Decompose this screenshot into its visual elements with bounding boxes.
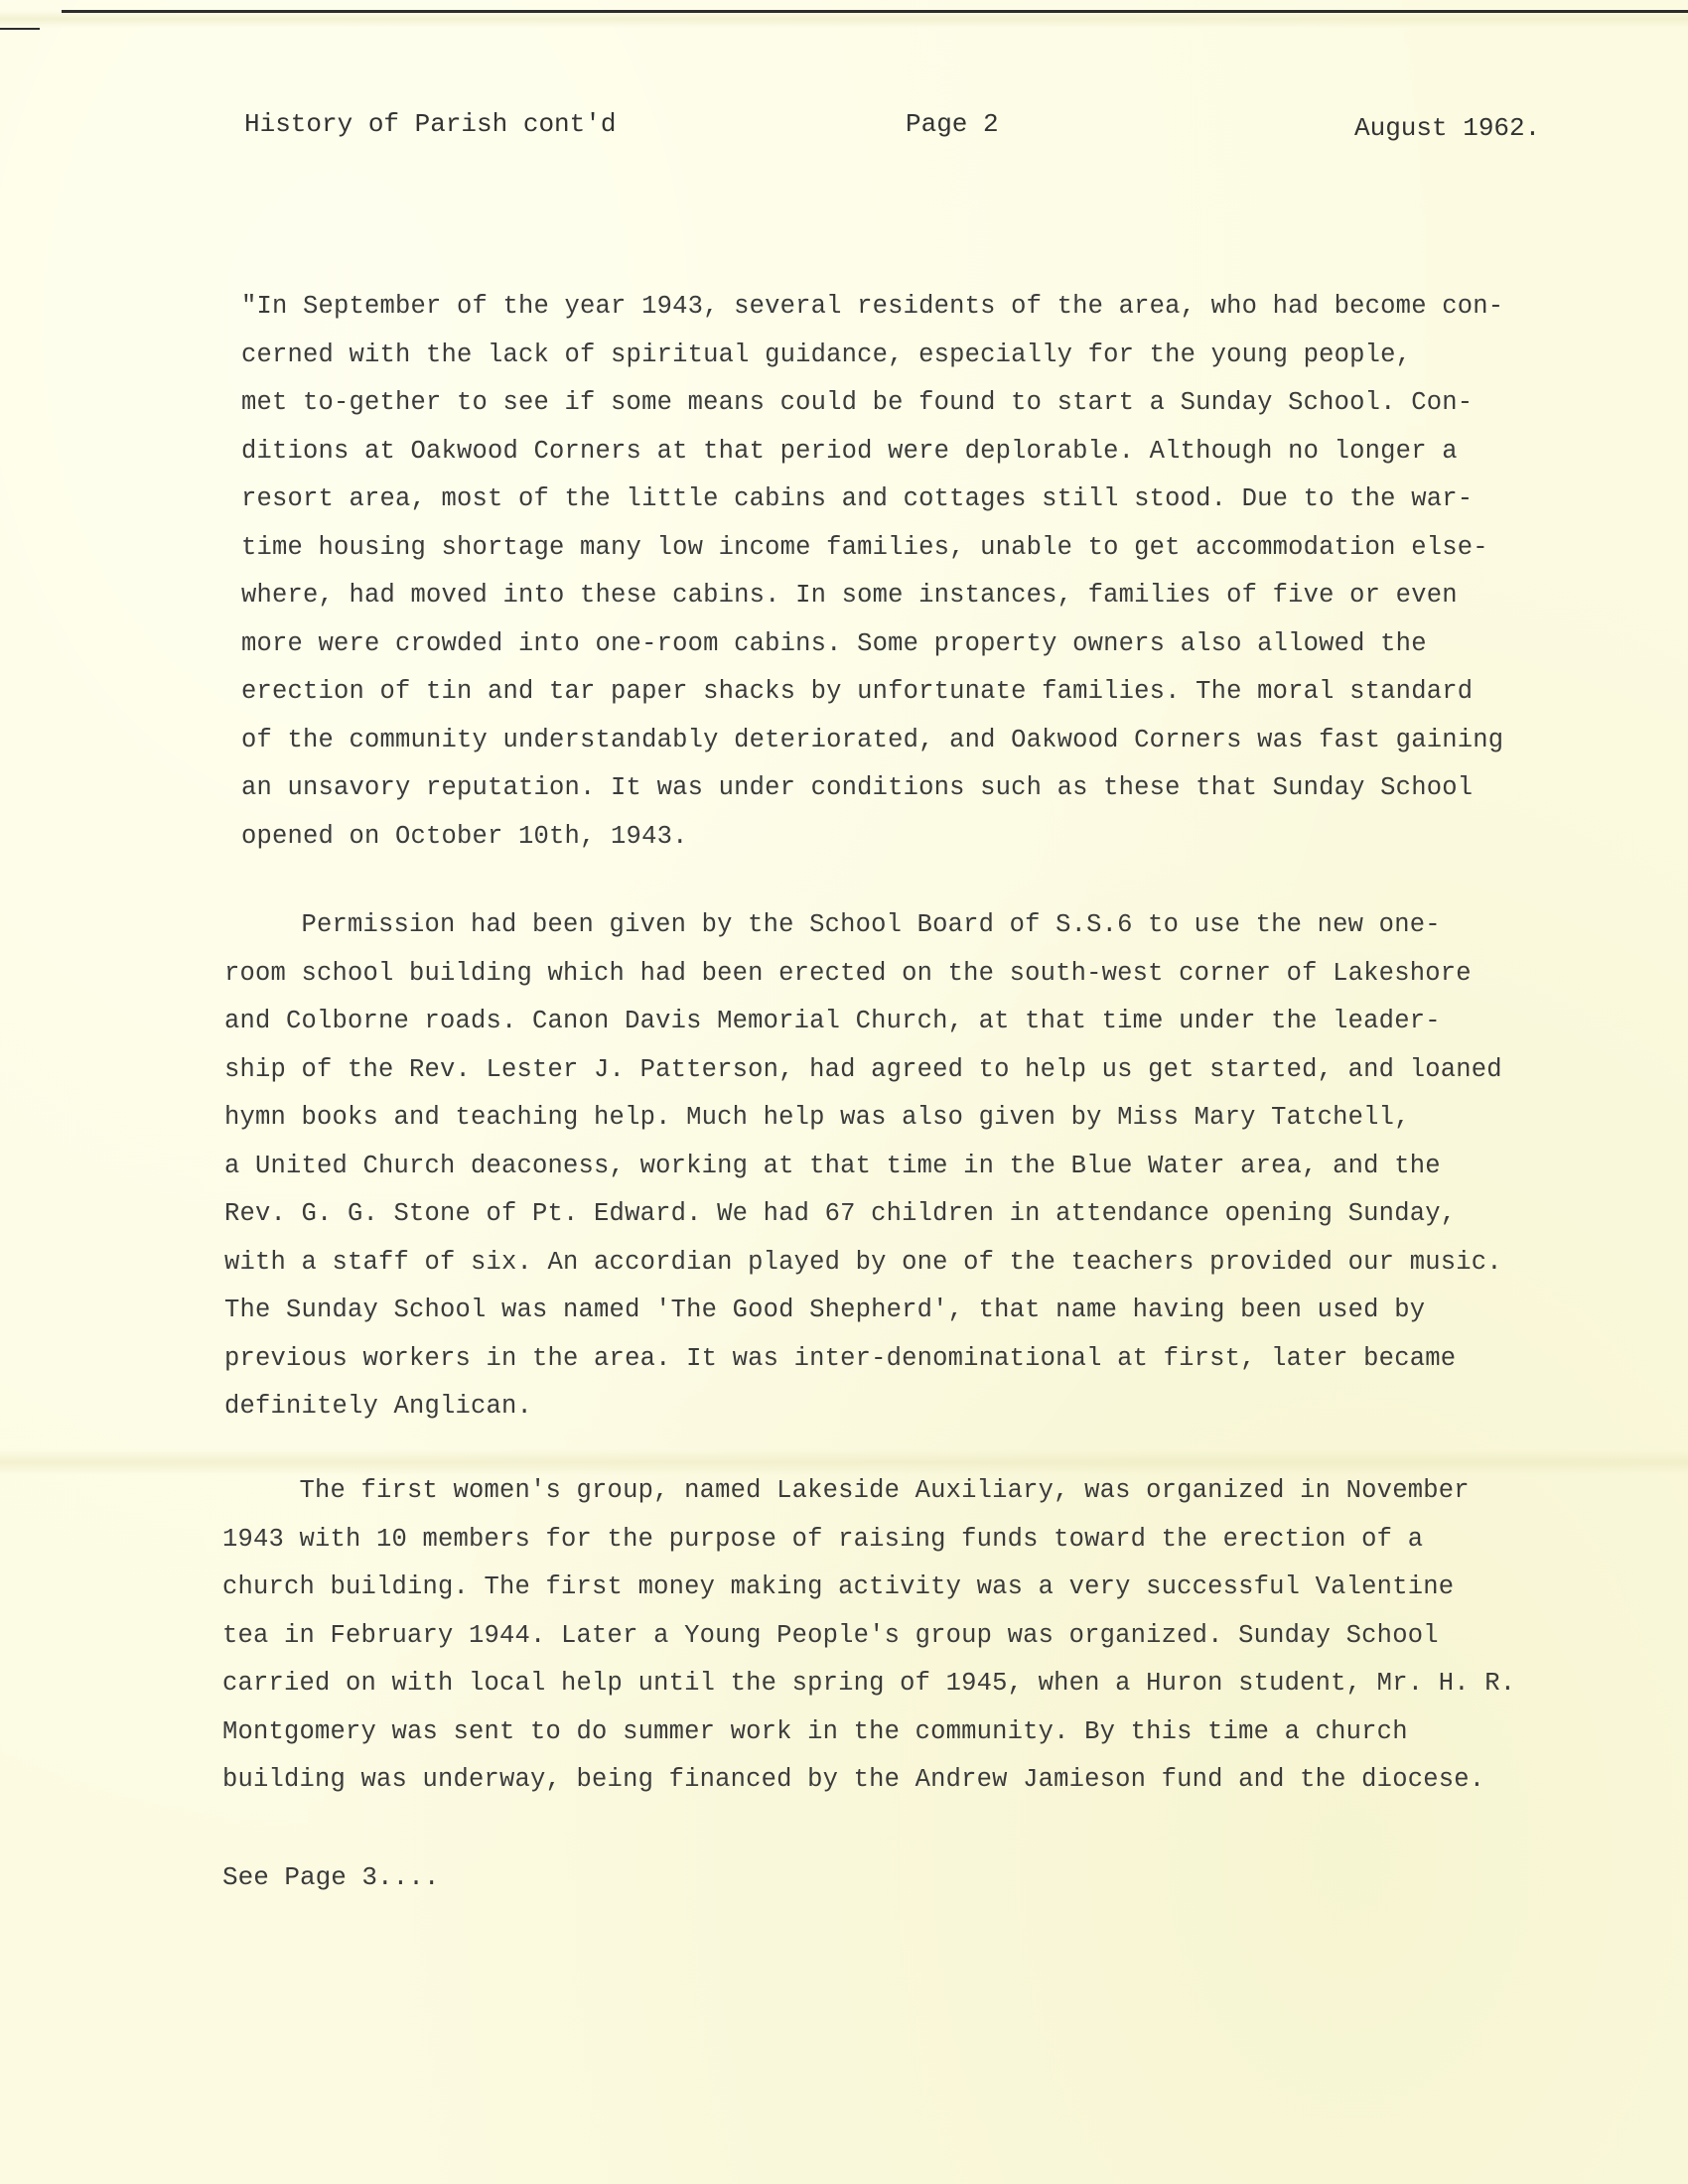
- text-line: hymn books and teaching help. Much help was also given by Miss Mary Tatchell,: [224, 1103, 1410, 1132]
- page-header: [0, 109, 1688, 149]
- text-line: an unsavory reputation. It was under conditions such as these that Sunday School: [241, 773, 1474, 802]
- text-line: carried on with local help until the spring of 1945, when a Huron student, Mr. H. R.: [222, 1669, 1516, 1698]
- text-line: building was underway, being financed by the Andrew Jamieson fund and the diocese.: [222, 1765, 1485, 1794]
- text-line: definitely Anglican.: [224, 1392, 533, 1421]
- text-line: a United Church deaconess, working at that time in the Blue Water area, and the: [224, 1151, 1441, 1180]
- text-line: The first women's group, named Lakeside Auxiliary, was organized in November: [222, 1476, 1470, 1505]
- text-line: more were crowded into one-room cabins. Some property owners also allowed the: [241, 628, 1427, 658]
- text-line: The Sunday School was named 'The Good Shepherd', that name having been used by: [224, 1296, 1426, 1324]
- top-edge-line: [62, 10, 1688, 13]
- continuation-note: See Page 3....: [222, 1862, 440, 1892]
- text-line: tea in February 1944. Later a Young People's group was organized. Sunday School: [222, 1620, 1439, 1650]
- text-line: cerned with the lack of spiritual guidance, especially for the young people,: [241, 340, 1412, 369]
- text-line: previous workers in the area. It was inter-denominational at first, later became: [224, 1343, 1457, 1373]
- header-date: August 1962.: [1354, 113, 1541, 143]
- paragraph-3: [222, 1467, 1632, 1805]
- text-line: where, had moved into these cabins. In some instances, families of five or even: [241, 581, 1458, 610]
- text-line: resort area, most of the little cabins and cottages still stood. Due to the war-: [241, 484, 1474, 513]
- text-line: erection of tin and tar paper shacks by unfortunate families. The moral standard: [241, 677, 1474, 706]
- header-page-number: Page 2: [906, 109, 999, 139]
- header-title: History of Parish cont'd: [244, 109, 617, 139]
- text-line: room school building which had been erected on the south-west corner of Lakeshore: [224, 958, 1472, 988]
- text-line: church building. The first money making activity was a very successful Valentine: [222, 1572, 1455, 1601]
- text-line: ship of the Rev. Lester J. Patterson, had agreed to help us get started, and loaned: [224, 1054, 1502, 1084]
- text-line: of the community understandably deteriorated, and Oakwood Corners was fast gaining: [241, 725, 1504, 754]
- text-line: 1943 with 10 members for the purpose of raising funds toward the erection of a: [222, 1524, 1424, 1554]
- text-line: with a staff of six. An accordian played by one of the teachers provided our music.: [224, 1247, 1502, 1277]
- text-line: Montgomery was sent to do summer work in the community. By this time a church: [222, 1716, 1408, 1746]
- text-line: met to-gether to see if some means could be found to start a Sunday School. Con-: [241, 388, 1474, 417]
- text-line: time housing shortage many low income families, unable to get accommodation else-: [241, 532, 1488, 562]
- text-line: ditions at Oakwood Corners at that period were deplorable. Although no longer a: [241, 436, 1458, 466]
- paragraph-2: [224, 901, 1634, 1432]
- text-line: and Colborne roads. Canon Davis Memorial Church, at that time under the leader-: [224, 1007, 1441, 1035]
- text-line: Rev. G. G. Stone of Pt. Edward. We had 67 children in attendance opening Sunday,: [224, 1199, 1457, 1228]
- text-line: "In September of the year 1943, several residents of the area, who had become con-: [241, 292, 1504, 321]
- left-edge-mark: [0, 28, 40, 30]
- text-line: opened on October 10th, 1943.: [241, 821, 688, 851]
- text-line: Permission had been given by the School Board of S.S.6 to use the new one-: [224, 910, 1441, 939]
- paragraph-1: [241, 283, 1651, 861]
